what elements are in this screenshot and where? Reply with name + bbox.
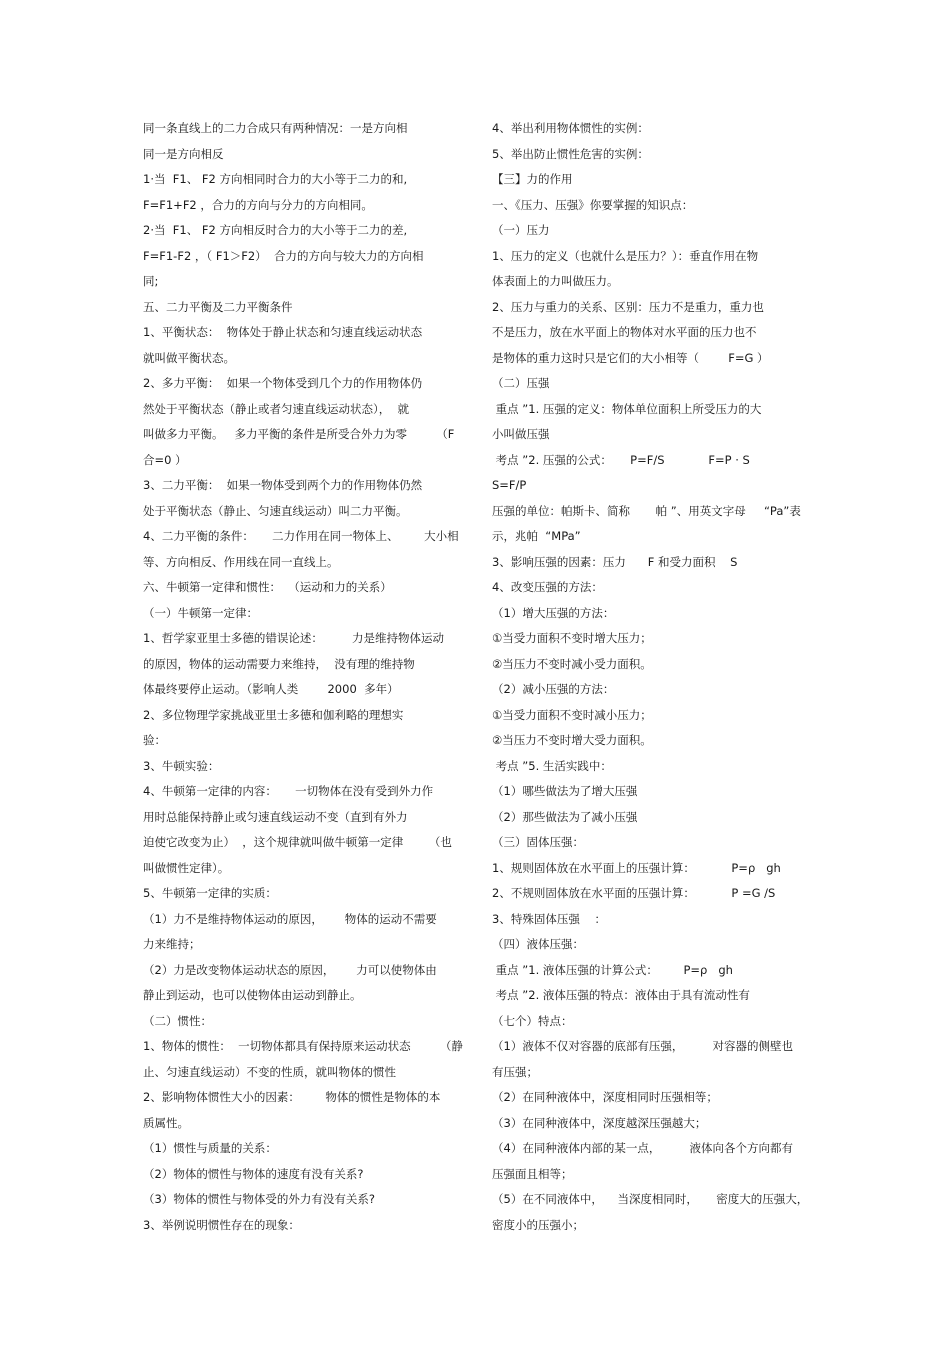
text-line: 同;	[143, 274, 159, 288]
text-line: 止、匀速直线运动）不变的性质，就叫物体的惯性	[143, 1064, 396, 1079]
text-line: 2、多力平衡： 如果一个物体受到几个力的作用物体仍	[143, 376, 423, 390]
text-line: （二）惯性：	[143, 1013, 212, 1028]
text-line: （1）增大压强的方法：	[492, 605, 615, 620]
text-line: （三）固体压强：	[492, 835, 584, 849]
text-line: 2·当 F1、 F2 方向相反时合力的大小等于二力的差,	[143, 223, 408, 237]
text-line: 1、规则固体放在水平面上的压强计算： P=ρ gh	[492, 860, 781, 875]
text-line: 重点 ”1. 压强的定义：物体单位面积上所受压力的大	[492, 401, 762, 416]
text-line: （4）在同种液体内部的某一点， 液体向各个方向都有	[492, 1141, 794, 1155]
text-line: 1、平衡状态： 物体处于静止状态和匀速直线运动状态	[143, 325, 423, 339]
text-line: 1·当 F1、 F2 方向相同时合力的大小等于二力的和,	[143, 172, 408, 186]
text-line: 同一条直线上的二力合成只有两种情况：一是方向相	[143, 121, 408, 135]
text-line: （2）物体的惯性与物体的速度有没有关系?	[143, 1166, 364, 1181]
text-line: 的原因，物体的运动需要力来维持， 没有理的维持物	[143, 656, 415, 671]
text-line: 2、影响物体惯性大小的因素： 物体的惯性是物体的本	[143, 1090, 441, 1104]
text-line: （5）在不同液体中， 当深度相同时， 密度大的压强大，	[492, 1192, 809, 1206]
text-line: 一、《压力、压强》你要掌握的知识点：	[492, 197, 694, 212]
text-line: 五、二力平衡及二力平衡条件	[143, 299, 293, 314]
text-line: 密度小的压强小；	[492, 1217, 584, 1232]
text-line: 叫做惯性定律）。	[143, 860, 230, 875]
text-line: 六、牛顿第一定律和惯性： （运动和力的关系）	[143, 580, 392, 594]
text-line: 1、压力的定义（也就什么是压力？）：垂直作用在物	[492, 248, 759, 263]
text-line: 有压强；	[492, 1064, 538, 1079]
text-line: 考点 ”2. 液体压强的特点：液体由于具有流动性有	[492, 988, 750, 1002]
text-line: 叫做多力平衡。 多力平衡的条件是所受合外力为零 （F	[143, 427, 455, 441]
text-line: ②当压力不变时减小受力面积。	[492, 656, 652, 671]
text-line: （一）压力	[492, 223, 550, 237]
text-line: 4、改变压强的方法：	[492, 580, 603, 594]
text-line: ①当受力面积不变时增大压力；	[492, 631, 652, 645]
text-line: （2）力是改变物体运动状态的原因， 力可以使物体由	[143, 962, 437, 977]
text-line: 迫使它改变为止） ，这个规律就叫做牛顿第一定律 （也	[143, 835, 452, 849]
text-line: 体最终要停止运动。（影响人类 2000 多年）	[143, 682, 399, 696]
text-line: ①当受力面积不变时减小压力；	[492, 707, 652, 722]
text-line: （2）在同种液体中，深度相同时压强相等；	[492, 1090, 718, 1104]
left-column	[143, 118, 461, 1240]
text-line: F=F1+F2 ，合力的方向与分力的方向相同。	[143, 197, 373, 212]
text-line: 等、方向相反、作用线在同一直线上。	[143, 554, 339, 569]
text-line: 不是压力，放在水平面上的物体对水平面的压力也不	[492, 325, 757, 339]
text-line: 小叫做压强	[492, 427, 550, 441]
text-line: 示，兆帕 “MPa”	[492, 529, 581, 543]
text-line: 压强的单位：帕斯卡、简称 帕 ”、用英文字母 “Pa”表	[492, 503, 801, 518]
text-line: 2、不规则固体放在水平面的压强计算： P =G /S	[492, 886, 776, 900]
text-line: 质属性。	[143, 1115, 189, 1130]
text-line: 3、影响压强的因素：压力 F 和受力面积 S	[492, 554, 738, 569]
text-line: （二）压强	[492, 376, 550, 390]
text-line: 是物体的重力这时只是它们的大小相等（ F=G ）	[492, 350, 769, 365]
text-line: 考点 ”5. 生活实践中：	[492, 758, 612, 773]
text-line: 力来维持；	[143, 937, 201, 951]
text-line: 压强面且相等；	[492, 1166, 573, 1181]
right-column	[492, 118, 810, 1240]
text-line: 1、物体的惯性： 一切物体都具有保持原来运动状态 （静	[143, 1039, 463, 1053]
text-line: 2、压力与重力的关系、区别：压力不是重力，重力也	[492, 299, 764, 314]
text-line: （1）哪些做法为了增大压强	[492, 784, 638, 798]
text-line: （3）在同种液体中，深度越深压强越大；	[492, 1115, 707, 1130]
text-line: （1）惯性与质量的关系：	[143, 1141, 277, 1155]
text-line: 就叫做平衡状态。	[143, 350, 235, 365]
text-line: 3、二力平衡： 如果一物体受到两个力的作用物体仍然	[143, 478, 423, 492]
text-line: 验：	[143, 733, 166, 747]
text-line: 处于平衡状态（静止、匀速直线运动）叫二力平衡。	[143, 503, 408, 518]
text-line: 【三】力的作用	[492, 172, 573, 186]
text-line: 3、牛顿实验：	[143, 758, 220, 773]
text-line: 静止到运动，也可以使物体由运动到静止。	[143, 988, 362, 1002]
text-line: 体表面上的力叫做压力。	[492, 274, 619, 288]
text-line: （一）牛顿第一定律：	[143, 605, 258, 620]
text-line: （四）液体压强：	[492, 937, 584, 951]
text-line: 3、举例说明惯性存在的现象：	[143, 1217, 300, 1232]
text-line: （2）减小压强的方法：	[492, 682, 615, 696]
text-line: 4、二力平衡的条件： 二力作用在同一物体上、 大小相	[143, 529, 459, 543]
text-line: F=F1-F2 ，（ F1＞F2） 合力的方向与较大力的方向相	[143, 248, 424, 263]
text-line: 考点 ”2. 压强的公式： P=F/S F=P · S	[492, 452, 750, 467]
text-line: 5、牛顿第一定律的实质：	[143, 886, 277, 900]
text-line: （1）液体不仅对容器的底部有压强， 对容器的侧壁也	[492, 1039, 794, 1053]
text-line: 5、举出防止惯性危害的实例：	[492, 146, 649, 161]
text-line: 重点 ”1. 液体压强的计算公式： P=ρ gh	[492, 962, 733, 977]
text-line: （七个）特点：	[492, 1013, 573, 1028]
text-line: 用时总能保持静止或匀速直线运动不变（直到有外力	[143, 809, 408, 824]
text-line: 4、牛顿第一定律的内容： 一切物体在没有受到外力作	[143, 784, 434, 798]
text-line: ②当压力不变时增大受力面积。	[492, 733, 652, 747]
text-line: （1）力不是维持物体运动的原因， 物体的运动不需要	[143, 911, 437, 926]
text-line: 4、举出利用物体惯性的实例：	[492, 121, 649, 135]
text-line: 然处于平衡状态（静止或者匀速直线运动状态）， 就	[143, 401, 410, 416]
text-line: 2、多位物理学家挑战亚里士多德和伽利略的理想实	[143, 707, 404, 722]
text-line: 1、哲学家亚里士多德的错误论述： 力是维持物体运动	[143, 631, 445, 645]
text-line: S=F/P	[492, 478, 527, 492]
text-line: （3）物体的惯性与物体受的外力有没有关系?	[143, 1192, 375, 1206]
text-line: 3、特殊固体压强 ：	[492, 911, 606, 926]
text-line: （2）那些做法为了减小压强	[492, 809, 638, 824]
text-line: 同一是方向相反	[143, 146, 224, 161]
text-line: 合=0 ）	[143, 452, 187, 467]
